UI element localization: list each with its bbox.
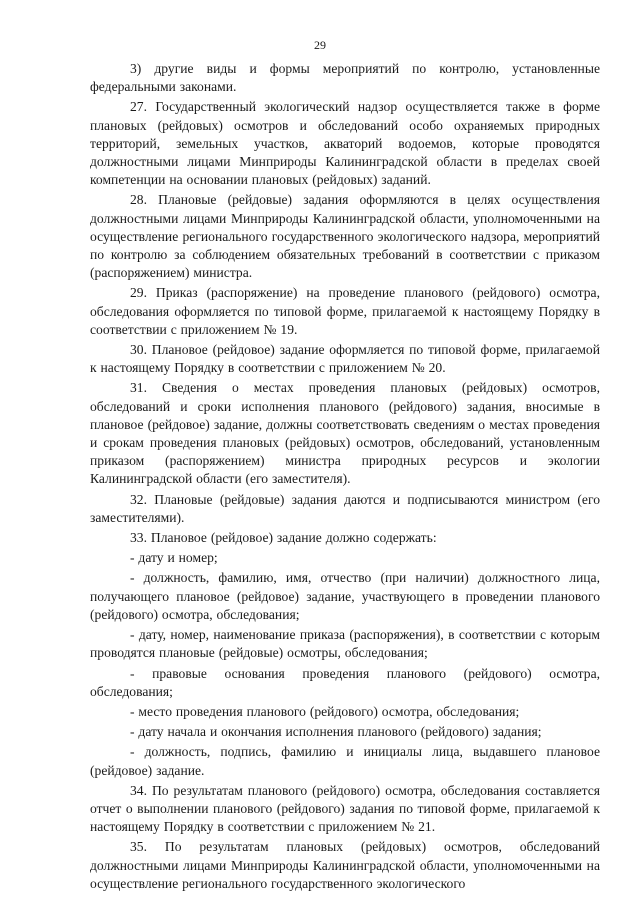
paragraph-35: 35. По результатам плановых (рейдовых) осмотров, обследований должностными лицами Минприроды Калининградской области, уполномоченными на осуществление регионального государственного экологического [90,839,600,891]
paragraph-27: 27. Государственный экологический надзор осуществляется также в форме плановых (рейдовых) осмотров и обследований особо охраняемых природных территорий, земельных участков, акваторий водоемов, которые проводятся должностными лицами Минприроды Калининградской области в пределах своей компетенции на основании плановых (рейдовых) заданий. [90,99,600,188]
list-item-issuer: - должность, подпись, фамилию и инициалы лица, выдавшего плановое (рейдовое) задание. [90,744,600,778]
list-item-date-number: - дату и номер; [130,550,218,566]
list-item-order-details: - дату, номер, наименование приказа (распоряжения), в соответствии с которым проводятся плановые (рейдовые) осмотры, обследования; [90,627,600,661]
paragraph-3-other-forms: 3) другие виды и формы мероприятий по контролю, установленные федеральными законами. [90,61,600,95]
page-number: 29 [314,38,326,52]
paragraph-31: 31. Сведения о местах проведения плановых (рейдовых) осмотров, обследований и сроки исполнения планового (рейдового) задания, вносимые в плановое (рейдовое) задание, должны соответствовать сведениям о местах проведения и срокам проведения плановых (рейдовых) осмотров, обследований, установленным приказом (распоряжением) министра природных ресурсов и экологии Калининградской области (его заместителя). [90,380,600,487]
paragraph-32: 32. Плановые (рейдовые) задания даются и подписываются министром (его заместителями). [90,491,600,525]
paragraph-33: 33. Плановое (рейдовое) задание должно содержать: [130,530,437,546]
paragraph-34: 34. По результатам планового (рейдового) осмотра, обследования составляется отчет о выполнении планового (рейдового) задания по типовой форме, прилагаемой к настоящему Порядку в соответствии с приложением № 21. [90,782,600,835]
paragraph-29: 29. Приказ (распоряжение) на проведение планового (рейдового) осмотра, обследования оформляется по типовой форме, прилагаемой к настоящему Порядку в соответствии с приложением № 19. [90,285,600,337]
list-item-legal-basis: - правовые основания проведения планового (рейдового) осмотра, обследования; [90,665,600,699]
list-item-location: - место проведения планового (рейдового) осмотра, обследования; [130,703,520,719]
list-item-dates: - дату начала и окончания исполнения планового (рейдового) задания; [130,724,542,740]
paragraph-28: 28. Плановые (рейдовые) задания оформляются в целях осуществления должностными лицами Минприроды Калининградской области, уполномоченными на осуществление регионального государственного экологического надзора, мероприятий по контролю за соблюдением обязательных требований в соответствии с приказом (распоряжением) министра. [90,192,600,281]
paragraph-30: 30. Плановое (рейдовое) задание оформляется по типовой форме, прилагаемой к настоящему Порядку в соответствии с приложением № 20. [90,342,600,376]
list-item-official-name: - должность, фамилию, имя, отчество (при наличии) должностного лица, получающего плановое (рейдовое) задание, участвующего в проведении планового (рейдового) осмотра, обследования; [90,570,600,622]
document-body [90,60,600,895]
